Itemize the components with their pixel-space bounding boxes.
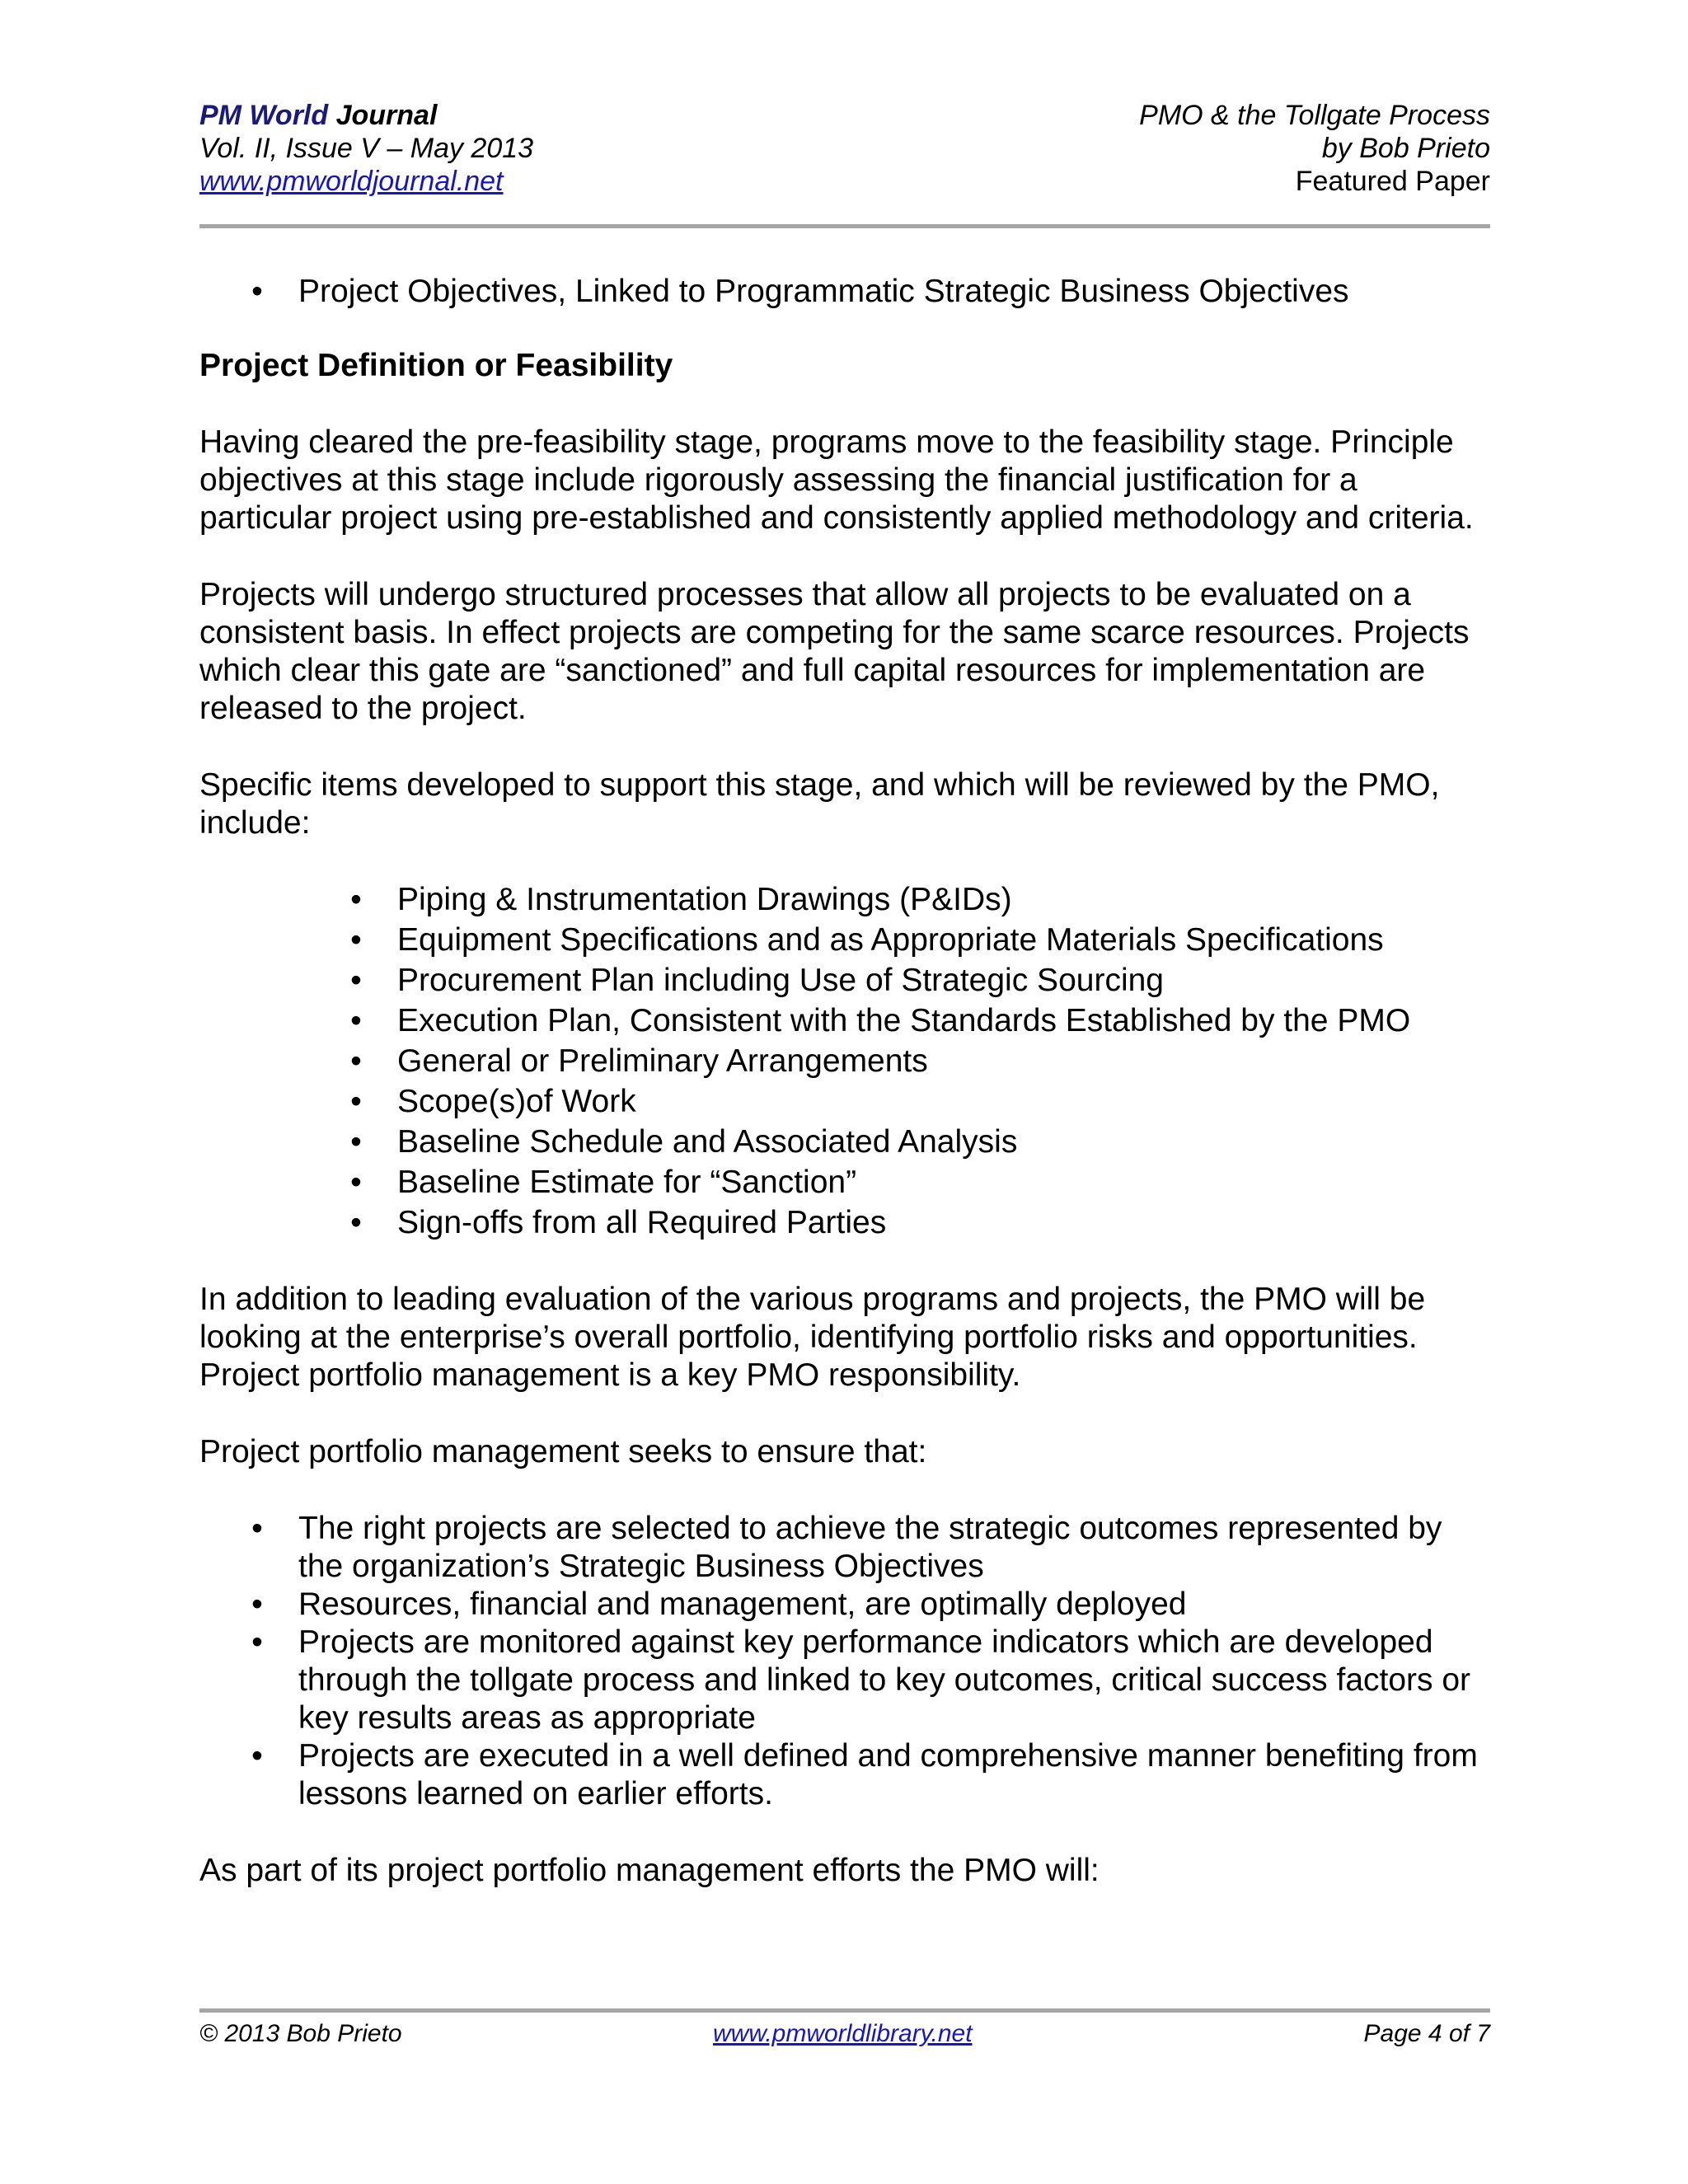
list-item: • Projects are monitored against key performance indicators which are developed through the tollgate process and linked to key outcomes, critical success factors or key results areas as appropriate	[199, 1624, 1490, 1737]
bullet-icon: •	[350, 1205, 362, 1240]
bullet-icon: •	[251, 274, 263, 309]
journal-name-pm-world: PM World	[199, 100, 329, 131]
header-rule	[199, 224, 1490, 228]
paper-title: PMO & the Tollgate Process	[1139, 100, 1490, 131]
list-item: • Procurement Plan including Use of Strategic Sourcing	[199, 962, 1490, 1000]
document-body	[199, 273, 1490, 1890]
journal-website-link[interactable]: www.pmworldjournal.net	[199, 166, 504, 197]
issue-line: Vol. II, Issue V – May 2013	[199, 133, 534, 164]
bullet-icon: •	[350, 922, 362, 958]
list-item: • Piping & Instrumentation Drawings (P&IDs)	[199, 881, 1490, 919]
bullet-icon: •	[251, 1511, 263, 1546]
library-link-text[interactable]: www.pmworldlibrary.net	[713, 2020, 973, 2047]
list-item: • Baseline Estimate for “Sanction”	[199, 1164, 1490, 1202]
paper-author: by Bob Prieto	[1321, 133, 1490, 164]
page-number: Page 4 of 7	[1363, 2020, 1490, 2047]
bullet-icon: •	[350, 1165, 362, 1200]
list-item: • General or Preliminary Arrangements	[199, 1043, 1490, 1080]
list-item: • The right projects are selected to achieve the strategic outcomes represented by the organization’s Strategic Business Objectives	[199, 1510, 1490, 1586]
list-item: • Scope(s)of Work	[199, 1083, 1490, 1121]
section-heading: Project Definition or Feasibility	[199, 348, 673, 383]
intro-bullet-list	[199, 273, 1490, 311]
list-item: • Resources, financial and management, are optimally deployed	[199, 1586, 1490, 1624]
paragraph: In addition to leading evaluation of the various programs and projects, the PMO will be looking at the enterprise’s overall portfolio, identifying portfolio risks and opportunities. Project portfolio management is a key PMO responsibility.	[199, 1282, 1426, 1393]
journal-name-journal: Journal	[335, 100, 438, 131]
header-right	[748, 99, 1490, 198]
paragraph: Having cleared the pre-feasibility stage, programs move to the feasibility stage. Principle objectives at this stage include rigorously assessing the financial justification for a particular project using pre-established and consistently applied methodology and criteria.	[199, 424, 1474, 536]
paragraph: Specific items developed to support this stage, and which will be reviewed by the PMO, include:	[199, 767, 1440, 841]
footer-rule	[199, 2008, 1490, 2013]
stage-items-list	[199, 881, 1490, 1242]
bullet-icon: •	[350, 1003, 362, 1038]
paragraph: Projects will undergo structured processes that allow all projects to be evaluated on a consistent basis. In effect projects are competing for the same scarce resources. Projects which clear this gate are “sanctioned” and full capital resources for implementation are released to the project.	[199, 577, 1470, 726]
bullet-icon: •	[350, 1124, 362, 1160]
library-link[interactable]	[713, 2019, 973, 2049]
paragraph: Project portfolio management seeks to ensure that:	[199, 1434, 927, 1469]
list-item: • Baseline Schedule and Associated Analysis	[199, 1123, 1490, 1161]
paper-type: Featured Paper	[1295, 166, 1490, 197]
paragraph: As part of its project portfolio management efforts the PMO will:	[199, 1853, 1100, 1888]
list-item: • Execution Plan, Consistent with the Standards Established by the PMO	[199, 1002, 1490, 1040]
list-item: • Project Objectives, Linked to Programmatic Strategic Business Objectives	[199, 273, 1490, 311]
list-item: • Projects are executed in a well defined and comprehensive manner benefiting from lessons learned on earlier efforts.	[199, 1737, 1490, 1813]
bullet-icon: •	[251, 1624, 263, 1660]
bullet-icon: •	[251, 1738, 263, 1774]
bullet-icon: •	[251, 1586, 263, 1622]
list-item: • Sign-offs from all Required Parties	[199, 1204, 1490, 1242]
ensure-bullet-list	[199, 1510, 1490, 1813]
bullet-icon: •	[350, 882, 362, 917]
bullet-icon: •	[350, 1043, 362, 1079]
list-item: • Equipment Specifications and as Appropriate Materials Specifications	[199, 921, 1490, 959]
bullet-icon: •	[350, 1084, 362, 1119]
copyright: © 2013 Bob Prieto	[199, 2020, 402, 2047]
bullet-icon: •	[350, 963, 362, 998]
